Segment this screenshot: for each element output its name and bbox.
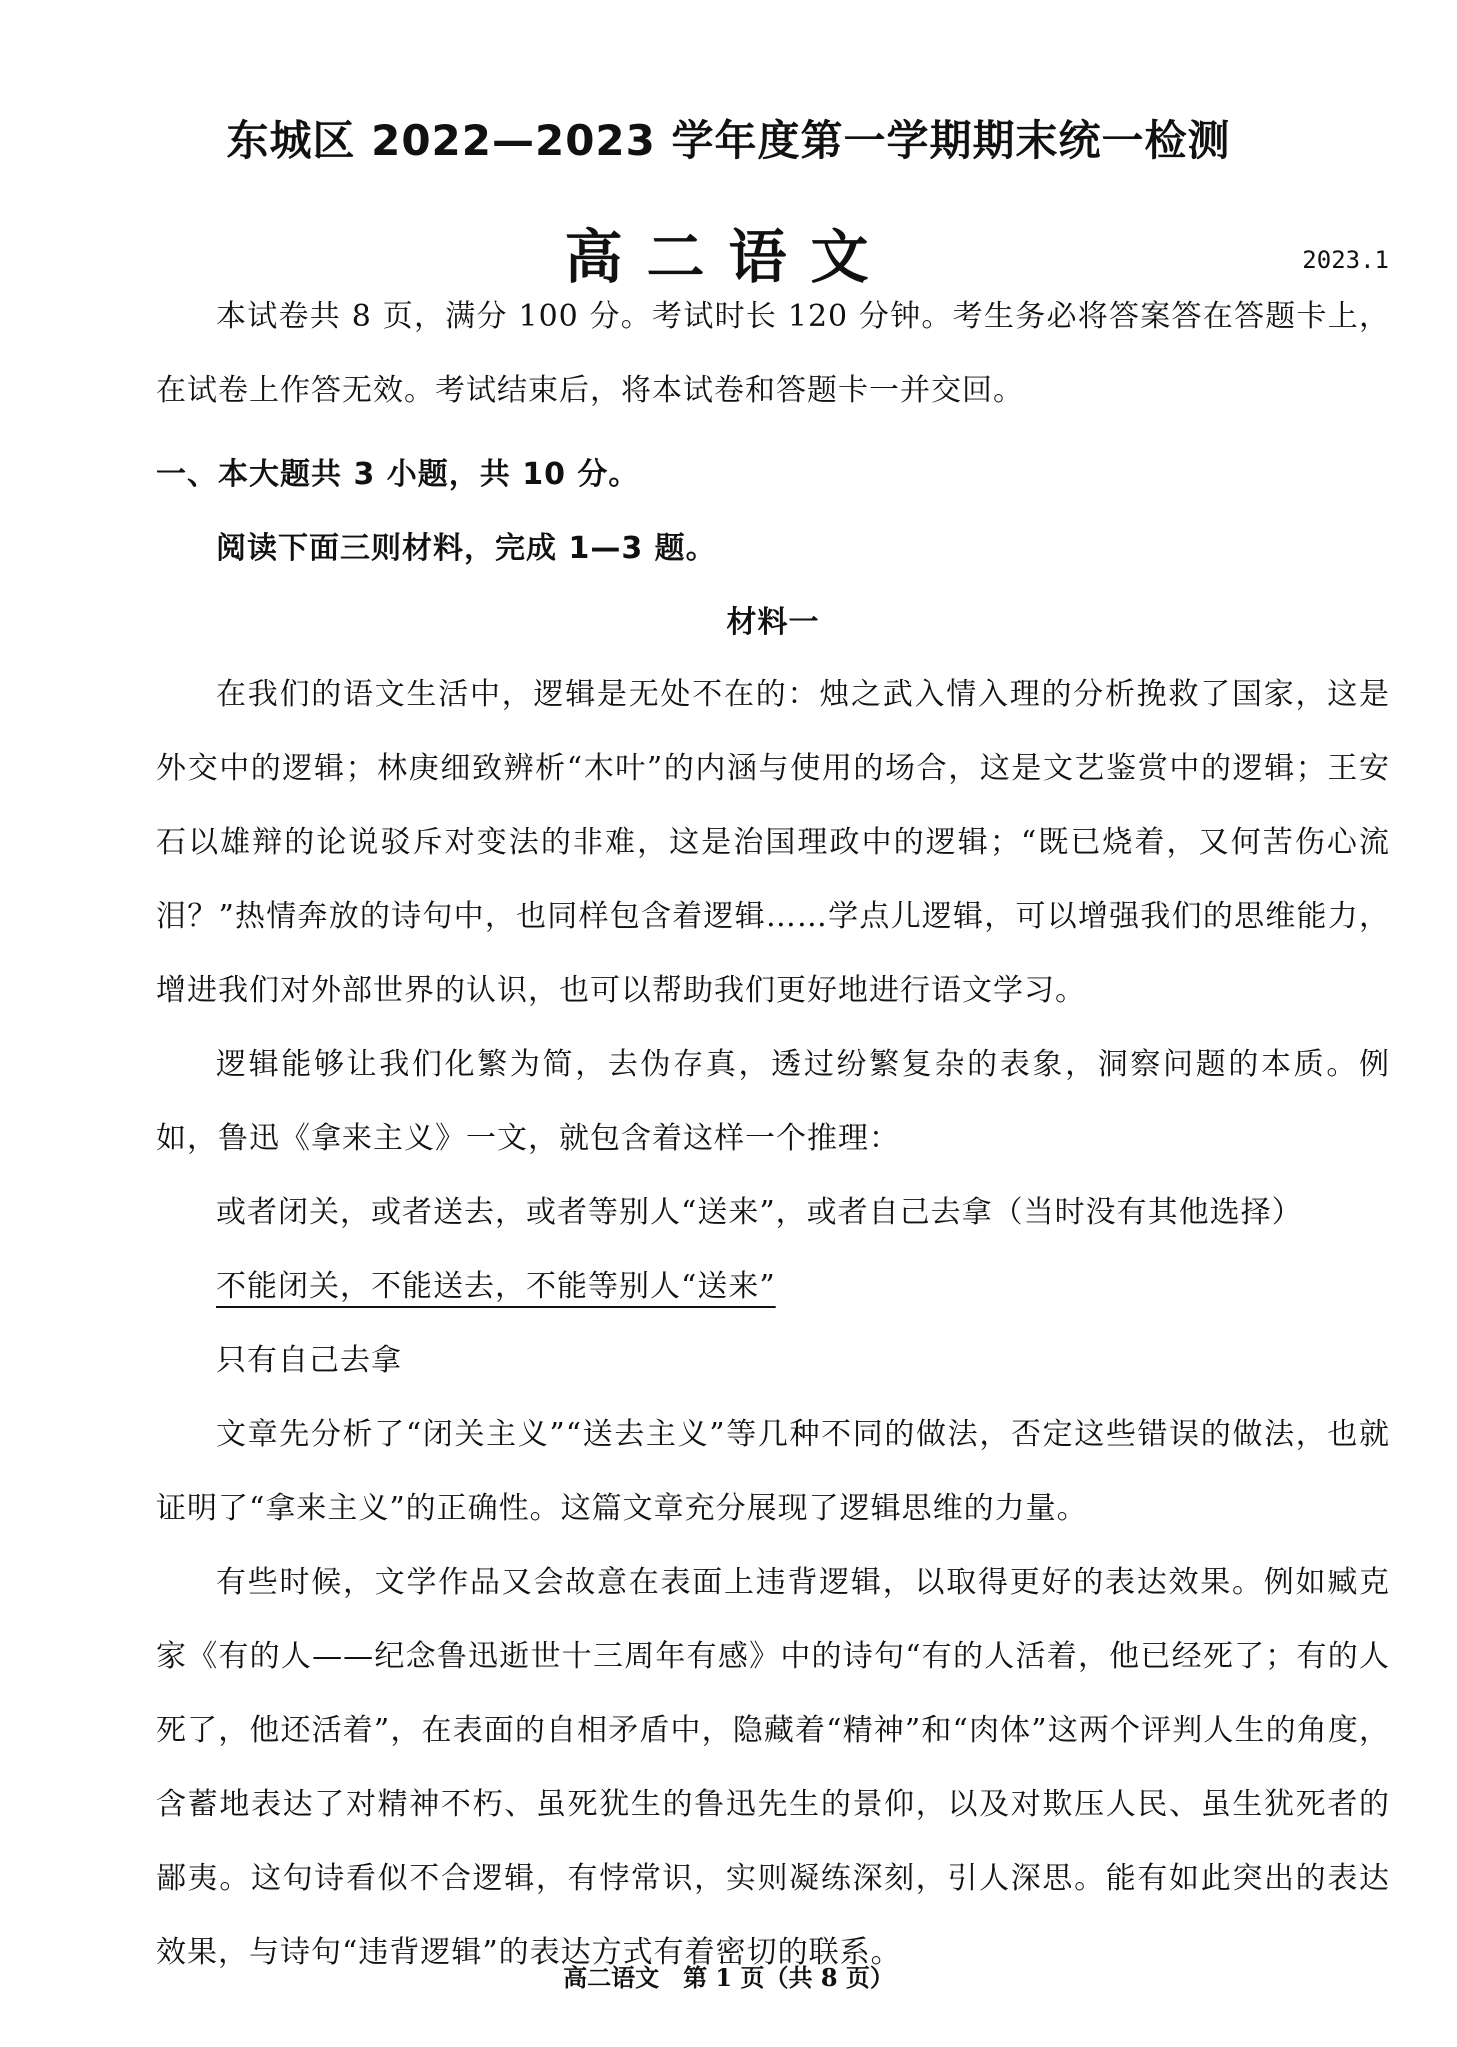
reasoning-premise-2-text: 不能闭关，不能送去，不能等别人“送来” [216, 1269, 776, 1304]
paragraph-1: 在我们的语文生活中，逻辑是无处不在的：烛之武入情入理的分析挽救了国家，这是外交中的逻辑；林庚细致辨析“木叶”的内涵与使用的场合，这是文艺鉴赏中的逻辑；王安石以雄辩的论说驳斥对变法的非难，这是治国理政中的逻辑；“既已烧着，又何苦伤心流泪？”热情奔放的诗句中，也同样包含着逻辑……学点儿逻辑，可以增强我们的思维能力，增进我们对外部世界的认识，也可以帮助我们更好地进行语文学习。 [156, 677, 1390, 1008]
reasoning-premise-2 [156, 1250, 1390, 1324]
exam-date: 2023.1 [1302, 246, 1389, 274]
material-body [156, 658, 1390, 1990]
paragraph-2: 逻辑能够让我们化繁为简，去伪存真，透过纷繁复杂的表象，洞察问题的本质。例如，鲁迅《拿来主义》一文，就包含着这样一个推理： [156, 1047, 1390, 1156]
paragraph-3: 文章先分析了“闭关主义”“送去主义”等几种不同的做法，否定这些错误的做法，也就证明了“拿来主义”的正确性。这篇文章充分展现了逻辑思维的力量。 [156, 1417, 1390, 1526]
paragraph-4: 有些时候，文学作品又会故意在表面上违背逻辑，以取得更好的表达效果。例如臧克家《有的人——纪念鲁迅逝世十三周年有感》中的诗句“有的人活着，他已经死了；有的人死了，他还活着”，在表面的自相矛盾中，隐藏着“精神”和“肉体”这两个评判人生的角度，含蓄地表达了对精神不朽、虽死犹生的鲁迅先生的景仰，以及对欺压人民、虽生犹死者的鄙夷。这句诗看似不合逻辑，有悖常识，实则凝练深刻，引人深思。能有如此突出的表达效果，与诗句“违背逻辑”的表达方式有着密切的联系。 [156, 1565, 1390, 1970]
reading-prompt: 阅读下面三则材料，完成 1—3 题。 [216, 531, 717, 566]
subject-title: 高二语文 [564, 223, 893, 291]
section-heading: 一、本大题共 3 小题，共 10 分。 [156, 457, 640, 492]
page-footer: 高二语文 第 1 页（共 8 页） [563, 1963, 894, 1992]
exam-title: 东城区 2022—2023 学年度第一学期期末统一检测 [226, 116, 1231, 165]
instructions-block [156, 280, 1390, 428]
section-header-block [156, 438, 1390, 660]
reasoning-premise-1: 或者闭关，或者送去，或者等别人“送来”，或者自己去拿（当时没有其他选择） [216, 1195, 1303, 1230]
material-title: 材料一 [726, 605, 820, 640]
instructions-text: 本试卷共 8 页，满分 100 分。考试时长 120 分钟。考生务必将答案答在答题卡上，在试卷上作答无效。考试结束后，将本试卷和答题卡一并交回。 [156, 299, 1390, 408]
reasoning-conclusion: 只有自己去拿 [216, 1343, 402, 1378]
